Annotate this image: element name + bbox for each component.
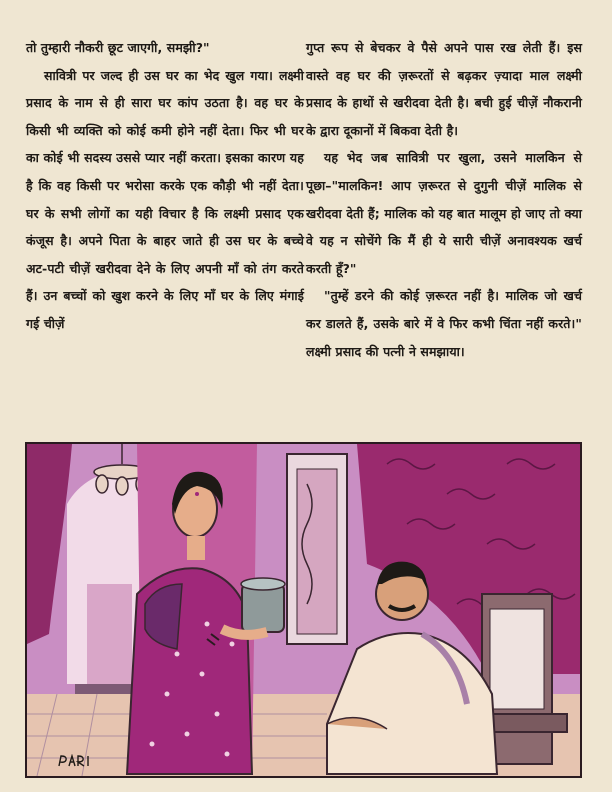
paragraph: "तुम्हें डरने की कोई ज़रूरत नहीं है। मालिक जो खर्च कर डालते हैं, उसके बारे में वे फिर कभी चिंता नहीं करते।" लक्ष्मी प्रसाद की पत्नी ने समझाया।: [306, 288, 582, 359]
paragraph: यह भेद जब सावित्री पर खुला, उसने मालकिन से पूछा–"मालकिन! आप ज़रूरत से दुगुनी चीज़ें मालिक से खरीदवा देती हैं; मालिक को यह बात मालूम हो जाए तो क्या वे यह न सोचेंगे कि मैं ही ये सारी चीज़ें अनावश्यक खर्च करती हूँ?": [306, 150, 582, 276]
right-text-column: [306, 34, 582, 365]
illustration-panel: [25, 442, 582, 778]
left-text-column: [26, 34, 304, 338]
illustration-scene: [27, 444, 580, 776]
paragraph: तो तुम्हारी नौकरी छूट जाएगी, समझी?": [26, 40, 210, 55]
artist-signature: [57, 754, 97, 768]
paragraph: गुप्त रूप से बेचकर वे पैसे अपने पास रख लेती हैं। इस वास्ते वह घर की ज़रूरतों से बढ़कर ज़्यादा माल लक्ष्मी प्रसाद के हाथों से खरीदवा देती है। बची हुई चीज़ें नौकरानी के द्वारा दूकानों में बिकवा देती है।: [306, 40, 582, 138]
paragraph: सावित्री पर जल्द ही उस घर का भेद खुल गया। लक्ष्मी प्रसाद के नाम से ही सारा घर कांप उठता है। वह घर के किसी भी व्यक्ति को कोई कमी होने नहीं देता। फिर भी घर का कोई भी सदस्य उससे प्यार नहीं करता। इसका कारण यह है कि वह किसी पर भरोसा करके एक कौड़ी भी नहीं देता। घर के सभी लोगों का यही विचार है कि लक्ष्मी प्रसाद एक कंजूस है। अपने पिता के बाहर जाते ही उस घर के बच्चे अट-पटी चीज़ें खरीदवा देने के लिए अपनी माँ को तंग करते हैं। उन बच्चों को खुश करने के लिए माँ घर के लिए मंगाई गई चीज़ें: [26, 67, 304, 331]
